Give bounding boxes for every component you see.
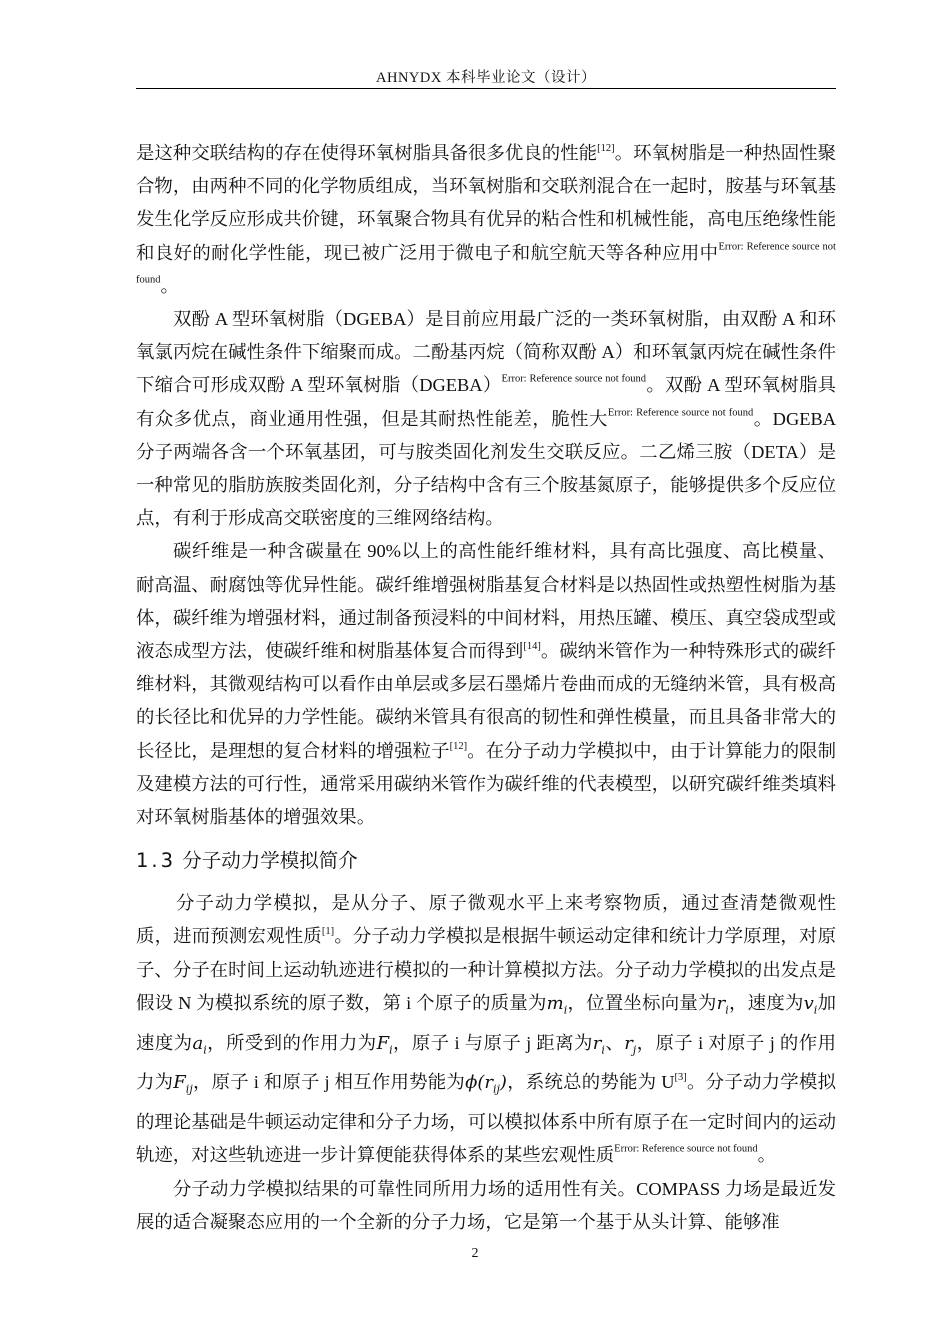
math-symbol: $r_i$ bbox=[716, 992, 729, 1017]
citation: [1] bbox=[321, 926, 335, 938]
math-symbol: $r_i$ bbox=[592, 1032, 605, 1057]
math-symbol: $a_i$ bbox=[192, 1032, 207, 1057]
math-symbol: $F_{ij}$ bbox=[173, 1072, 193, 1097]
page-number: 2 bbox=[471, 1246, 479, 1261]
section-heading bbox=[136, 844, 836, 878]
math-symbol: $v_i$ bbox=[803, 992, 818, 1017]
paragraph-dgeba: 双酚 A 型环氧树脂（DGEBA）是目前应用最广泛的一类环氧树脂，由双酚 A 和环氧氯丙烷在碱性条件下缩聚而成。二酚基丙烷（简称双酚 A）和环氧氯丙烷在碱性条件下缩合可形成双酚 A 型环氧树脂（DGEBA）$^{Error: Reference source not found}$。双酚 A 型环氧树脂具有众多优点，商业通用性强，但是其耐热性能差，脆性大$^{Error: Reference source not found}$。DGEBA 分子两端各含一个环氧基团，可与胺类固化剂发生交联反应。二乙烯三胺（DETA）是一种常见的脂肪族胺类固化剂，分子结构中含有三个胺基氮原子，能够提供多个反应位点，有利于形成高交联密度的三维网络结构。 bbox=[136, 309, 837, 529]
reference-error: Error: Reference source not found bbox=[501, 373, 647, 385]
math-symbol: $\phi(r_{ij})$ bbox=[465, 1072, 507, 1097]
reference-error: Error: Reference source not found bbox=[614, 1144, 758, 1156]
math-symbol: $r_j$ bbox=[624, 1032, 637, 1057]
section-title: 分子动力学模拟简介 bbox=[182, 849, 358, 873]
paragraph-carbon-fiber: 碳纤维是一种含碳量在 90%以上的高性能纤维材料，具有高比强度、高比模量、耐高温、耐腐蚀等优异性能。碳纤维增强树脂基复合材料是以热固性或热塑性树脂为基体，碳纤维为增强材料，通过制备预浸料的中间材料，用热压罐、模压、真空袋成型或液态成型方法，使碳纤维和树脂基体复合而得到[14]。碳纳米管作为一种特殊形式的碳纤维材料，其微观结构可以看作由单层或多层石墨烯片卷曲而成的无缝纳米管，具有极高的长径比和优异的力学性能。碳纳米管具有很高的韧性和弹性模量，而且具备非常大的长径比，是理想的复合材料的增强粒子[12]。在分子动力学模拟中，由于计算能力的限制及建模方法的可行性，通常采用碳纳米管作为碳纤维的代表模型，以研究碳纤维类填料对环氧树脂基体的增强效果。 bbox=[136, 541, 836, 828]
citation: [12] bbox=[597, 143, 615, 155]
citation: [12] bbox=[449, 740, 468, 752]
section-number: 1.3 bbox=[136, 849, 177, 873]
math-symbol: $F_i$ bbox=[376, 1032, 393, 1057]
paragraph-force-field: 分子动力学模拟结果的可靠性同所用力场的适用性有关。COMPASS 力场是最近发展的适合凝聚态应用的一个全新的分子力场，它是第一个基于从头计算、能够准 bbox=[136, 1178, 836, 1232]
paragraph-md-intro: 分子动力学模拟，是从分子、原子微观水平上来考察物质，通过查清楚微观性质，进而预测宏观性质[1]。分子动力学模拟是根据牛顿运动定律和统计力学原理，对原子、分子在时间上运动轨迹进行模拟的一种计算模拟方法。分子动力学模拟的出发点是假设 N 为模拟系统的原子数，第 i 个原子的质量为$m_i$，位置坐标向量为$r_i$，速度为$v_i$加速度为$a_i$，所受到的作用力为$F_i$，原子 i 与原子 j 距离为$r_i$、$r_j$，原子 i 对原子 j 的作用力为$F_{ij}$，原子 i 和原子 j 相互作用势能为$\phi(r_{ij})$，系统总的势能为 U[3]。分子动力学模拟的理论基础是牛顿运动定律和分子力场，可以模拟体系中所有原子在一定时间内的运动轨迹，对这些轨迹进一步计算便能获得体系的某些宏观性质$^{Error: Reference source not found}$。 bbox=[136, 893, 836, 1166]
math-symbol: $m_i$ bbox=[546, 992, 568, 1017]
reference-error: Error: Reference source not found bbox=[136, 241, 836, 286]
paragraph-epoxy-intro: 是这种交联结构的存在使得环氧树脂具备很多优良的性能[12]。环氧树脂是一种热固性聚合物，由两种不同的化学物质组成，当环氧树脂和交联剂混合在一起时，胺基与环氧基发生化学反应形成共价键，环氧聚合物具有优异的粘合性和机械性能，高电压绝缘性能和良好的耐化学性能，现已被广泛用于微电子和航空航天等各种应用中$^{Error: Reference source not found}$。 bbox=[136, 143, 836, 296]
reference-error: Error: Reference source not found bbox=[607, 407, 754, 419]
header-rule bbox=[136, 88, 836, 89]
body-text bbox=[136, 137, 836, 1239]
citation: [3] bbox=[674, 1072, 687, 1084]
running-header: AHNYDX 本科毕业论文（设计） bbox=[376, 70, 596, 86]
citation: [14] bbox=[523, 641, 541, 653]
